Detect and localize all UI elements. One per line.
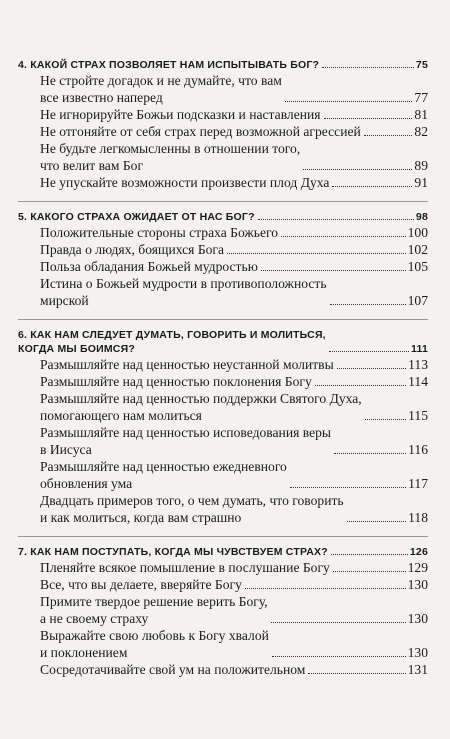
entry-title: Примите твердое решение верить Богу, а не своему страху xyxy=(40,594,268,626)
dot-leader xyxy=(365,419,406,420)
toc-entry xyxy=(18,492,428,526)
entry-title: Не упускайте возможности произвести плод Духа xyxy=(40,175,330,190)
toc-entry xyxy=(18,106,428,123)
dot-leader xyxy=(329,351,409,352)
dot-leader xyxy=(261,270,406,271)
dot-leader xyxy=(333,571,406,572)
entry-page: 131 xyxy=(407,662,428,677)
chapter-7 xyxy=(18,536,428,678)
dot-leader xyxy=(258,219,414,220)
entry-title: Положительные стороны страха Божьего xyxy=(40,225,279,240)
chapter-page: 75 xyxy=(415,59,428,71)
dot-leader xyxy=(364,135,413,136)
chapter-page: 111 xyxy=(411,343,428,355)
dot-leader xyxy=(245,588,406,589)
chapter-title: 5. КАКОГО СТРАХА ОЖИДАЕТ ОТ НАС БОГ? xyxy=(18,211,255,223)
toc-entry xyxy=(18,275,428,309)
entry-page: 130 xyxy=(407,611,428,626)
entry-page: 130 xyxy=(407,645,428,660)
toc-entry xyxy=(18,123,428,140)
dot-leader xyxy=(331,554,408,555)
chapter-heading xyxy=(18,328,428,356)
dot-leader xyxy=(337,368,406,369)
entry-title: Все, что вы делаете, вверяйте Богу xyxy=(40,577,242,592)
dot-leader xyxy=(281,236,406,237)
toc-entry xyxy=(18,224,428,241)
dot-leader xyxy=(227,253,406,254)
dot-leader xyxy=(303,169,412,170)
entry-title: Польза обладания Божьей мудростью xyxy=(40,259,258,274)
toc-entry xyxy=(18,258,428,275)
chapter-page: 98 xyxy=(415,211,428,223)
entry-page: 129 xyxy=(407,560,428,575)
entry-page: 113 xyxy=(408,357,428,372)
toc-entry xyxy=(18,458,428,492)
table-of-contents xyxy=(18,58,428,688)
entry-page: 105 xyxy=(407,259,428,274)
toc-entry xyxy=(18,576,428,593)
entry-title: Двадцать примеров того, о чем думать, что говорить и как молиться, когда вам страшно xyxy=(40,493,344,525)
entry-title: Выражайте свою любовь к Богу хвалой и поклонением xyxy=(40,628,269,660)
chapter-heading xyxy=(18,545,428,559)
entry-title: Не отгоняйте от себя страх перед возможной агрессией xyxy=(40,124,361,139)
entry-title: Размышляйте над ценностью ежедневного обновления ума xyxy=(40,459,287,491)
chapter-4 xyxy=(18,58,428,191)
entry-page: 130 xyxy=(407,577,428,592)
entry-title: Сосредотачивайте свой ум на положительном xyxy=(40,662,306,677)
entry-page: 91 xyxy=(414,175,428,190)
dot-leader xyxy=(290,487,406,488)
entry-page: 115 xyxy=(408,408,428,423)
entry-title: Не будьте легкомысленны в отношении того, что велит вам Бог xyxy=(40,141,301,173)
dot-leader xyxy=(272,656,406,657)
dot-leader xyxy=(322,67,414,68)
entry-title: Размышляйте над ценностью поклонения Богу xyxy=(40,374,312,389)
toc-entry xyxy=(18,559,428,576)
entry-page: 81 xyxy=(414,107,428,122)
toc-entry xyxy=(18,627,428,661)
entry-title: Не стройте догадок и не думайте, что вам все известно наперед xyxy=(40,73,282,105)
toc-entry xyxy=(18,356,428,373)
entry-title: Пленяйте всякое помышление в послушание Богу xyxy=(40,560,330,575)
toc-entry xyxy=(18,424,428,458)
entry-page: 89 xyxy=(414,158,428,173)
entry-page: 82 xyxy=(414,124,428,139)
toc-entry xyxy=(18,593,428,627)
entry-title: Истина о Божьей мудрости в противоположность мирской xyxy=(40,276,327,308)
entry-page: 107 xyxy=(407,293,428,308)
dot-leader xyxy=(347,521,406,522)
dot-leader xyxy=(271,622,406,623)
entry-title: Правда о людях, боящихся Бога xyxy=(40,242,225,257)
toc-entry xyxy=(18,373,428,390)
dot-leader xyxy=(315,385,406,386)
entry-title: Размышляйте над ценностью исповедования веры в Иисуса xyxy=(40,425,332,457)
dot-leader xyxy=(308,673,405,674)
entry-page: 77 xyxy=(414,90,428,105)
entry-title: Не игнорируйте Божьи подсказки и наставления xyxy=(40,107,321,122)
chapter-heading xyxy=(18,58,428,72)
chapter-title: 7. КАК НАМ ПОСТУПАТЬ, КОГДА МЫ ЧУВСТВУЕМ СТРАХ? xyxy=(18,546,328,558)
entry-title: Размышляйте над ценностью поддержки Святого Духа, помогающего нам молиться xyxy=(40,391,362,423)
dot-leader xyxy=(330,304,406,305)
toc-entry xyxy=(18,174,428,191)
dot-leader xyxy=(332,186,412,187)
entry-page: 102 xyxy=(407,242,428,257)
chapter-page: 126 xyxy=(409,546,428,558)
entry-page: 117 xyxy=(408,476,428,491)
toc-entry xyxy=(18,390,428,424)
entry-title: Размышляйте над ценностью неустанной молитвы xyxy=(40,357,334,372)
toc-entry xyxy=(18,140,428,174)
chapter-6 xyxy=(18,319,428,526)
chapter-title: 4. КАКОЙ СТРАХ ПОЗВОЛЯЕТ НАМ ИСПЫТЫВАТЬ БОГ? xyxy=(18,59,320,71)
chapter-heading xyxy=(18,210,428,224)
toc-entry xyxy=(18,72,428,106)
entry-page: 114 xyxy=(408,374,428,389)
entry-page: 100 xyxy=(407,225,428,240)
entry-page: 118 xyxy=(408,510,428,525)
toc-entry xyxy=(18,661,428,678)
chapter-5 xyxy=(18,201,428,309)
toc-entry xyxy=(18,241,428,258)
entry-page: 116 xyxy=(408,442,428,457)
chapter-title: 6. КАК НАМ СЛЕДУЕТ ДУМАТЬ, ГОВОРИТЬ И МОЛИТЬСЯ, КОГДА МЫ БОИМСЯ? xyxy=(18,329,326,355)
dot-leader xyxy=(324,118,413,119)
dot-leader xyxy=(334,453,406,454)
dot-leader xyxy=(285,101,413,102)
